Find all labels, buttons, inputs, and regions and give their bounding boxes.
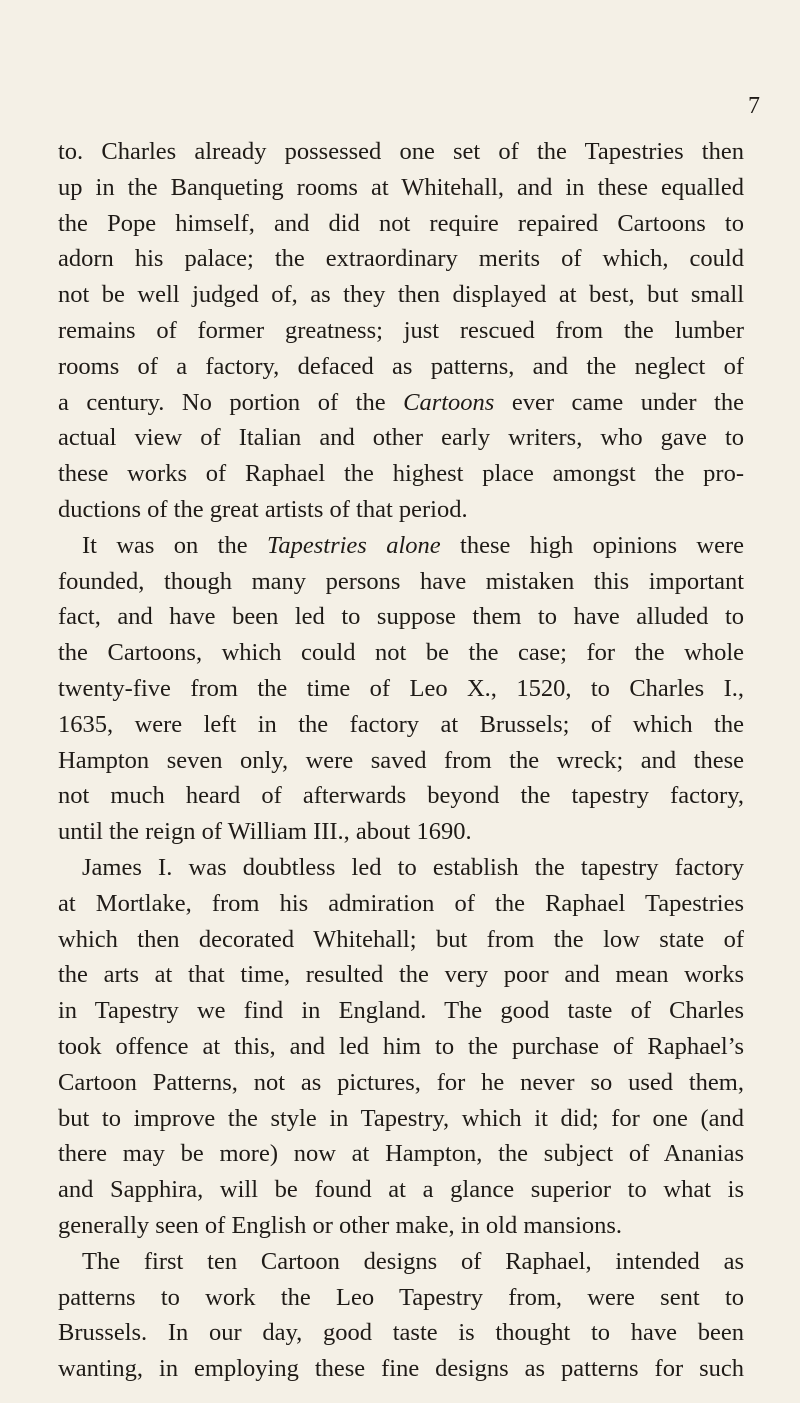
text-segment: James I. was doubtless led to establish the tapestry factory [82, 853, 744, 881]
text-segment: patterns to work the Leo Tapestry from, were sent to [58, 1283, 744, 1311]
text-segment: generally seen of English or other make, in old mansions. [58, 1211, 623, 1239]
text-segment: adorn his palace; the extraordinary merits of which, could [58, 245, 744, 273]
text-segment: the Cartoons, which could not be the case; for the whole [58, 639, 744, 667]
text-segment: took offence at this, and led him to the purchase of Raphael’s [58, 1032, 744, 1060]
text-line [58, 456, 744, 492]
text-line [58, 743, 744, 779]
text-line [58, 850, 744, 886]
text-segment: these high opinions were [440, 531, 744, 559]
text-line [58, 671, 744, 707]
text-segment: these works of Raphael the highest place amongst the pro- [58, 460, 744, 488]
text-line [58, 599, 744, 635]
text-segment: and Sapphira, will be found at a glance superior to what is [58, 1176, 744, 1204]
page-number: 7 [748, 93, 760, 119]
body-text [58, 134, 744, 1387]
text-line [58, 1065, 744, 1101]
italic-phrase: Cartoons [403, 388, 495, 416]
text-line [58, 564, 744, 600]
text-line [58, 707, 744, 743]
text-segment: the Pope himself, and did not require repaired Cartoons to [58, 209, 744, 237]
text-line [58, 1351, 744, 1387]
text-segment: Hampton seven only, were saved from the wreck; and these [58, 746, 744, 774]
text-line [58, 313, 744, 349]
text-segment: at Mortlake, from his admiration of the Raphael Tapestries [58, 889, 744, 917]
text-line [58, 241, 744, 277]
text-line [58, 528, 744, 564]
text-segment: Brussels. In our day, good taste is thought to have been [58, 1319, 744, 1347]
text-segment: which then decorated Whitehall; but from the low state of [58, 925, 744, 953]
text-line [58, 420, 744, 456]
text-line [58, 277, 744, 313]
text-segment: 1635, were left in the factory at Brussels; of which the [58, 710, 744, 738]
text-segment: rooms of a factory, defaced as patterns, and the neglect of [58, 352, 744, 380]
text-line [58, 170, 744, 206]
text-segment: twenty-five from the time of Leo X., 1520, to Charles I., [58, 674, 744, 702]
text-line [58, 492, 744, 528]
text-segment: wanting, in employing these fine designs as patterns for such [58, 1355, 744, 1383]
text-line [58, 778, 744, 814]
text-line [58, 1101, 744, 1137]
text-line [58, 1208, 744, 1244]
text-segment: ever came under the [494, 388, 744, 416]
text-line [58, 1172, 744, 1208]
text-line [58, 134, 744, 170]
text-line [58, 635, 744, 671]
text-segment: to. Charles already possessed one set of the Tapestries then [58, 138, 744, 165]
italic-phrase: Tapestries alone [266, 531, 441, 559]
text-segment: up in the Banqueting rooms at Whitehall, and in these equalled [58, 173, 744, 201]
text-segment: founded, though many persons have mistaken this important [58, 567, 744, 595]
text-segment: It was on the [82, 531, 267, 559]
text-line [58, 957, 744, 993]
text-line [58, 1280, 744, 1316]
text-segment: the arts at that time, resulted the very poor and mean works [58, 961, 744, 989]
text-line [58, 1136, 744, 1172]
text-segment: but to improve the style in Tapestry, which it did; for one (and [58, 1104, 744, 1132]
text-line [58, 1244, 744, 1280]
text-segment: actual view of Italian and other early writers, who gave to [58, 424, 744, 452]
text-segment: remains of former greatness; just rescued from the lumber [58, 316, 744, 344]
text-segment: there may be more) now at Hampton, the subject of Ananias [58, 1140, 744, 1168]
text-segment: until the reign of William III., about 1690. [58, 818, 472, 846]
text-line [58, 206, 744, 242]
text-line [58, 349, 744, 385]
text-segment: fact, and have been led to suppose them to have alluded to [58, 603, 744, 631]
text-line [58, 886, 744, 922]
text-segment: Cartoon Patterns, not as pictures, for he never so used them, [58, 1068, 744, 1096]
text-segment: in Tapestry we find in England. The good taste of Charles [58, 997, 744, 1025]
text-line [58, 385, 744, 421]
text-segment: not much heard of afterwards beyond the tapestry factory, [58, 782, 744, 810]
text-segment: not be well judged of, as they then displayed at best, but small [58, 281, 744, 309]
text-line [58, 993, 744, 1029]
text-line [58, 1315, 744, 1351]
text-line [58, 1029, 744, 1065]
text-segment: The first ten Cartoon designs of Raphael, intended as [82, 1247, 744, 1275]
text-line [58, 814, 744, 850]
text-segment: a century. No portion of the [58, 388, 404, 416]
text-line [58, 922, 744, 958]
text-segment: ductions of the great artists of that period. [58, 495, 468, 523]
